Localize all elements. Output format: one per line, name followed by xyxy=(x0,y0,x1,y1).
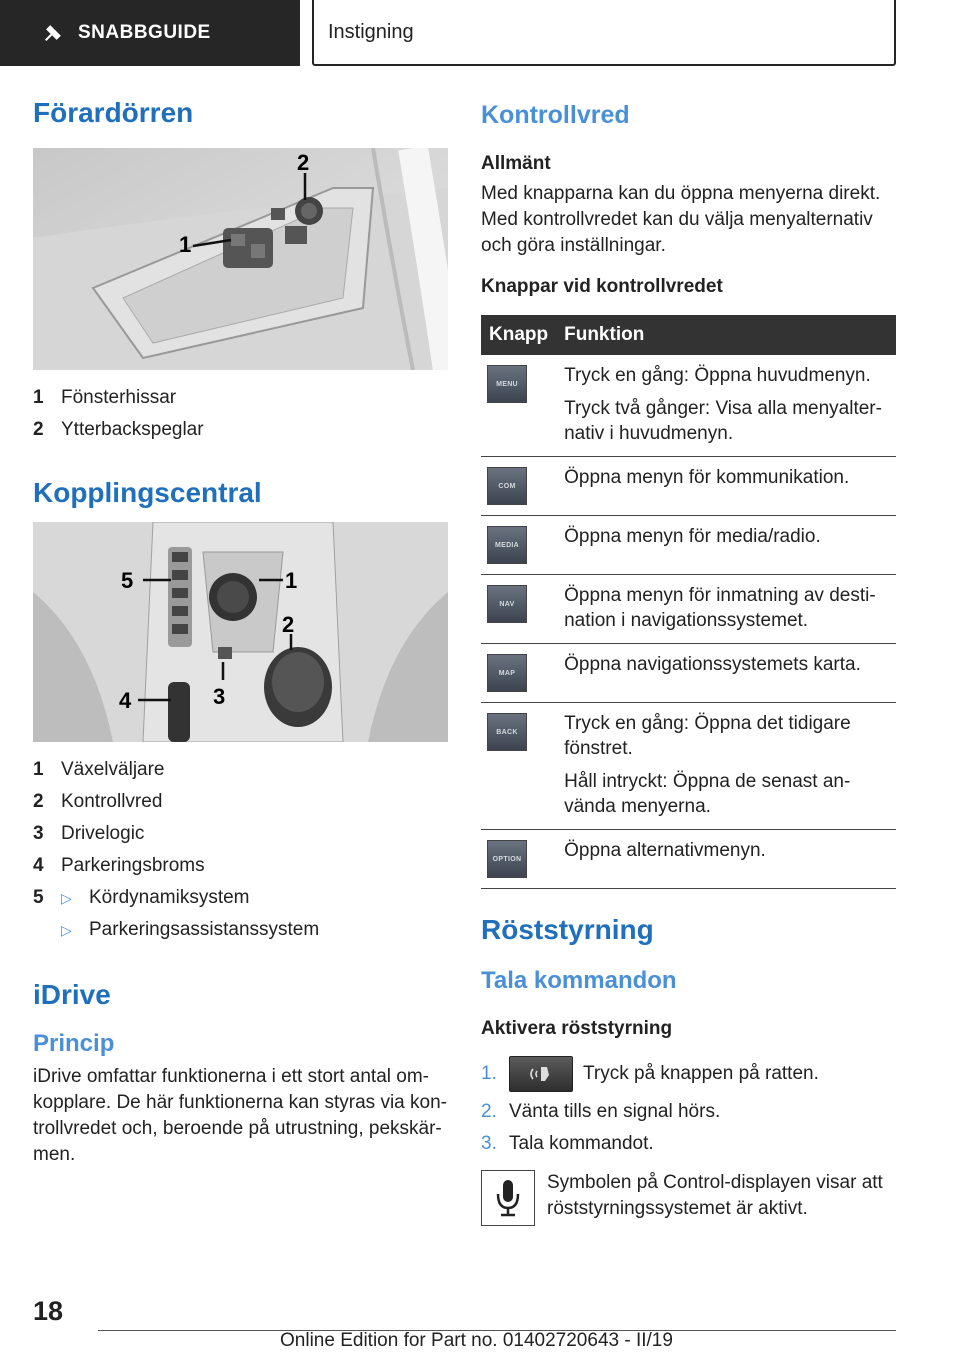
voice-heading: Röststyrning xyxy=(481,914,654,946)
step-item: 1. Tryck på knappen på ratten. xyxy=(481,1052,896,1096)
col-header-key: Knapp xyxy=(481,315,556,355)
legend-item: 2 Ytterbackspeglar xyxy=(33,419,204,440)
table-row: MENU Tryck en gång: Öppna huvudmenyn. Tryck två gånger: Visa alla menyalter-nativ i huvudmenyn. xyxy=(481,355,896,457)
section-title: Instigning xyxy=(328,20,414,43)
idrive-heading: iDrive xyxy=(33,979,111,1010)
triangle-bullet-icon: ▷ xyxy=(61,890,72,906)
console-heading: Kopplingscentral xyxy=(33,477,262,508)
menu-key-icon: MENU xyxy=(487,365,527,403)
microphone-icon xyxy=(481,1170,535,1226)
door-callout-2: 2 xyxy=(297,150,310,175)
voice-subheading: Tala kommandon xyxy=(481,967,677,995)
voice-note xyxy=(481,1170,896,1226)
voice-note-text: Symbolen på Control-displayen visar att röststyrningssystemet är aktivt. xyxy=(547,1172,883,1220)
map-key-icon: MAP xyxy=(487,654,527,692)
console-callout-5: 5 xyxy=(121,568,134,593)
general-text: Med knapparna kan du öppna menyerna direkt. Med kontrollvredet kan du välja menyalternativ och göra inställningar. xyxy=(481,182,881,256)
idrive-subheading: Princip xyxy=(33,1030,115,1057)
legend-item: ▷ Parkeringsassistanssystem xyxy=(33,914,448,946)
media-key-icon: MEDIA xyxy=(487,526,527,564)
console-callout-3: 3 xyxy=(213,684,226,709)
door-photo xyxy=(33,148,448,370)
quickguide-tab xyxy=(0,0,300,66)
console-legend xyxy=(33,754,448,946)
activate-heading: Aktivera röststyrning xyxy=(481,1018,673,1040)
legend-item: 1 Växelväljare xyxy=(33,759,165,780)
table-row: NAV Öppna menyn för inmatning av desti-nation i navigationssystemet. xyxy=(481,575,896,644)
option-key-icon: OPTION xyxy=(487,840,527,878)
console-callout-2: 2 xyxy=(282,612,295,637)
com-key-icon: COM xyxy=(487,467,527,505)
right-column xyxy=(481,100,896,1226)
console-callout-1: 1 xyxy=(285,568,298,593)
controller-heading: Kontrollvred xyxy=(481,101,630,129)
legend-item: 5 ▷ Kördynamiksystem xyxy=(33,882,448,914)
left-column xyxy=(33,96,448,1168)
step-item: 2. Vänta tills en signal hörs. xyxy=(481,1101,721,1123)
table-row: COM Öppna menyn för kommunikation. xyxy=(481,457,896,516)
section-header xyxy=(312,0,896,66)
table-row: BACK Tryck en gång: Öppna det tidigare fönstret. Håll intryckt: Öppna de senast an-vända menyerna. xyxy=(481,703,896,830)
door-callout-1: 1 xyxy=(179,232,192,257)
controller-buttons-table xyxy=(481,315,896,889)
legend-item: 3 Drivelogic xyxy=(33,823,145,844)
step-item: 3. Tala kommandot. xyxy=(481,1133,654,1155)
door-legend xyxy=(33,382,448,446)
voice-button-icon xyxy=(509,1056,573,1092)
nav-key-icon: NAV xyxy=(487,585,527,623)
table-row: MEDIA Öppna menyn för media/radio. xyxy=(481,516,896,575)
buttons-heading: Knappar vid kontrollvredet xyxy=(481,275,723,297)
car-key-icon xyxy=(42,22,64,44)
col-header-function: Funktion xyxy=(556,315,896,355)
table-row: OPTION Öppna alternativmenyn. xyxy=(481,830,896,889)
page-number: 18 xyxy=(33,1296,64,1326)
triangle-bullet-icon: ▷ xyxy=(61,922,72,938)
back-key-icon: BACK xyxy=(487,713,527,751)
idrive-text: iDrive omfattar funktionerna i ett stort antal om-kopplare. De här funktionerna kan styras via kon-trollvredet och, beroende på utrustning, pekskär-men. xyxy=(33,1066,447,1165)
legend-item: 1 Fönsterhissar xyxy=(33,387,177,408)
door-heading: Förardörren xyxy=(33,97,194,128)
voice-steps xyxy=(481,1052,896,1160)
console-callout-4: 4 xyxy=(119,688,132,713)
general-heading: Allmänt xyxy=(481,153,551,174)
legend-item: 2 Kontrollvred xyxy=(33,791,163,812)
quickguide-label: SNABBGUIDE xyxy=(78,22,211,43)
table-row: MAP Öppna navigationssystemets karta. xyxy=(481,644,896,703)
legend-item: 4 Parkeringsbroms xyxy=(33,855,205,876)
console-photo xyxy=(33,522,448,742)
edition-text: Online Edition for Part no. 01402720643 - II/19 xyxy=(280,1330,673,1351)
